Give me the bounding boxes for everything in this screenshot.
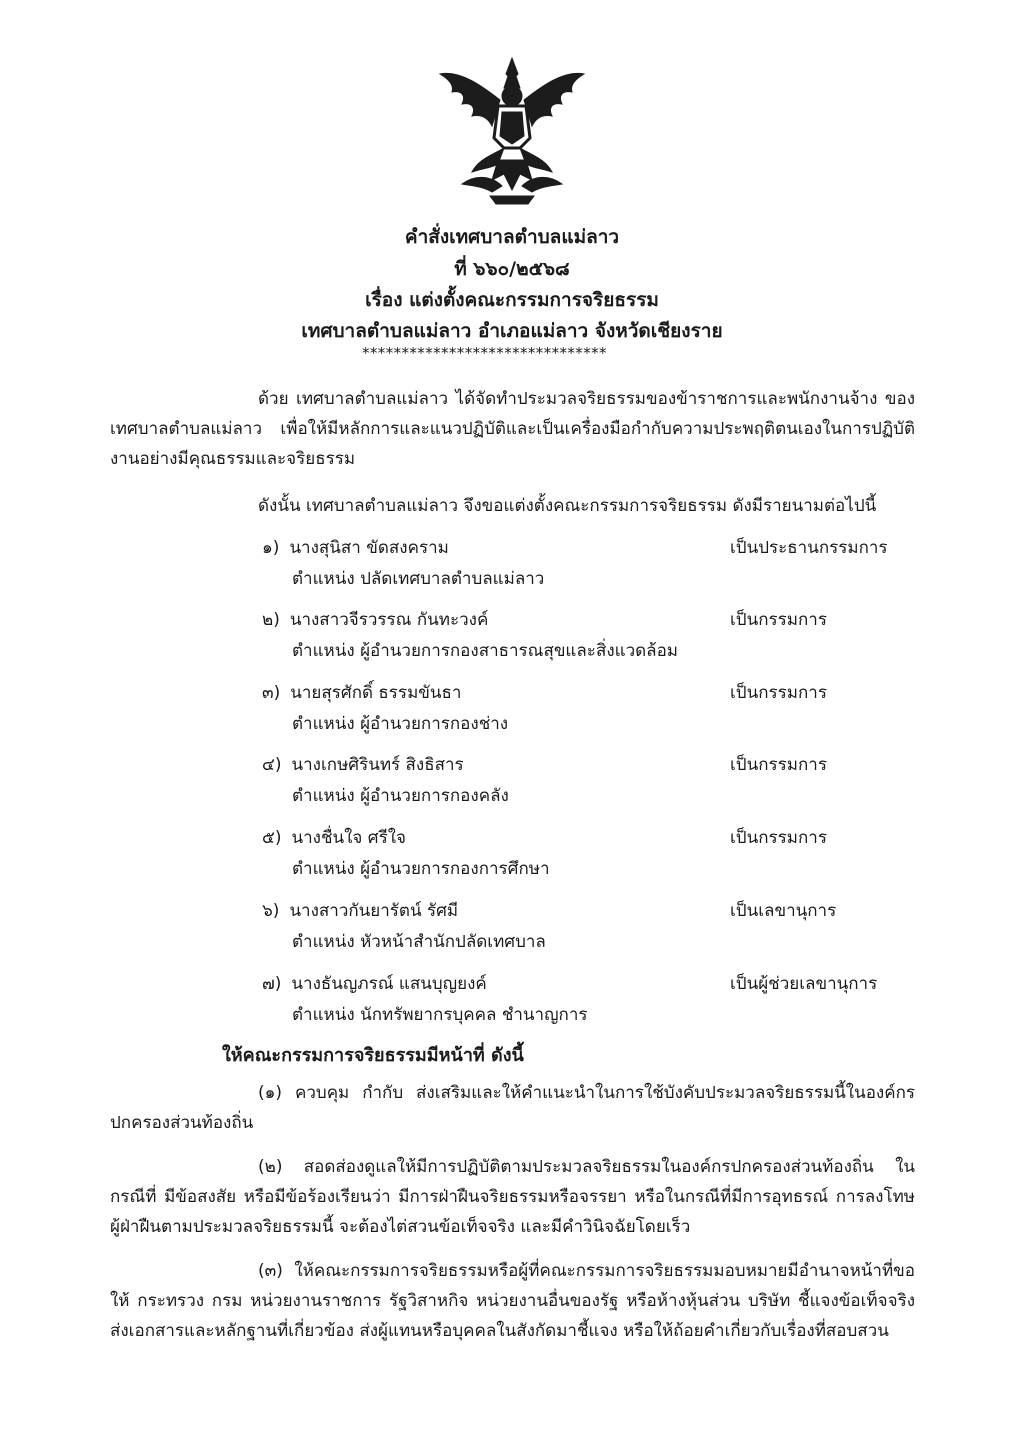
member-role: เป็นกรรมการ <box>730 755 827 775</box>
intro-lead: ด้วย เทศบาลตำบลแม่ลาว ได้จัดทำประมวลจริยธรรมของข้าราชการและพนักงานจ้าง <box>258 389 878 409</box>
member-name: นางสุนิสา ขัดสงคราม <box>289 538 449 558</box>
member-position: ตำแหน่ง ผู้อำนวยการกองสาธารณสุขและสิ่งแวดล้อม <box>292 641 678 661</box>
duty-rest: กระทรวง กรม หน่วยงานราชการ รัฐวิสาหกิจ หน่วยงานอื่นของรัฐ หรือห้างหุ้นส่วน บริษัท ชี้แจงข้อเท็จจริง ส่งเอกสารและหลักฐานที่เกี่ยวข้อง ส่งผู้แทนหรือบุคคลในสังกัดมาชี้แจง หรือให้ถ้อยคำเกี่ยวกับเรื่องที่สอบสวน <box>110 1291 915 1341</box>
member-position: ตำแหน่ง ผู้อำนวยการกองการศึกษา <box>292 859 550 879</box>
document-title: คำสั่งเทศบาลตำบลแม่ลาว <box>404 226 620 248</box>
member-name: นางเกษศิรินทร์ สิงธิสาร <box>291 755 464 775</box>
duty-lead: (๑) ควบคุม กำกับ ส่งเสริมและให้คำแนะนำในการใช้บังคับประมวลจริยธรรมนี้ในองค์กร <box>258 1083 915 1103</box>
duties-heading: ให้คณะกรรมการจริยธรรมมีหน้าที่ ดังนี้ <box>222 1045 524 1066</box>
duty-rest: ปกครองส่วนท้องถิ่น <box>110 1113 254 1133</box>
garuda-emblem-icon <box>432 56 592 206</box>
member-role: เป็นกรรมการ <box>730 610 827 630</box>
separator-line: ******************************* <box>362 344 607 362</box>
member-position: ตำแหน่ง นักทรัพยากรบุคคล ชำนาญการ <box>292 1005 588 1025</box>
appointment-statement: ดังนั้น เทศบาลตำบลแม่ลาว จึงขอแต่งตั้งคณะกรรมการจริยธรรม ดังมีรายนามต่อไปนี้ <box>258 496 877 516</box>
issuing-organization: เทศบาลตำบลแม่ลาว อำเภอแม่ลาว จังหวัดเชียงราย <box>301 320 723 342</box>
member-name: นางสาวจีรวรรณ กันทะวงค์ <box>289 610 489 630</box>
member-name: นางสาวกันยารัตน์ รัศมี <box>289 901 459 921</box>
member-role: เป็นกรรมการ <box>730 683 827 703</box>
member-number: ๗) <box>262 974 282 994</box>
member-role: เป็นผู้ช่วยเลขานุการ <box>730 974 878 994</box>
member-name: นายสุรศักดิ์ ธรรมขันธา <box>290 683 462 703</box>
duty-item <box>110 1078 915 1138</box>
intro-paragraph <box>110 384 915 474</box>
member-role: เป็นกรรมการ <box>730 828 827 848</box>
member-position: ตำแหน่ง หัวหน้าสำนักปลัดเทศบาล <box>292 932 546 952</box>
member-role: เป็นเลขานุการ <box>730 901 837 921</box>
member-number: ๑) <box>262 538 280 558</box>
duty-lead: (๓) ให้คณะกรรมการจริยธรรมหรือผู้ที่คณะกรรมการจริยธรรมมอบหมายมีอำนาจหน้าที่ขอให้ <box>110 1261 915 1311</box>
duty-lead: (๒) สอดส่องดูแลให้มีการปฏิบัติตามประมวลจริยธรรมในองค์กรปกครองส่วนท้องถิ่น ในกรณีที่ <box>110 1157 915 1207</box>
intro-rest: ของเทศบาลตำบลแม่ลาว เพื่อให้มีหลักการและแนวปฏิบัติและเป็นเครื่องมือกำกับความประพฤติตนเองในการปฏิบัติงานอย่างมีคุณธรรมและจริยธรรม <box>110 389 915 469</box>
document-number: ที่ ๖๖๐/๒๕๖๘ <box>454 258 570 280</box>
duty-item <box>110 1256 915 1346</box>
member-position: ตำแหน่ง ปลัดเทศบาลตำบลแม่ลาว <box>292 569 545 589</box>
member-name: นางธันญภรณ์ แสนบุญยงค์ <box>291 974 487 994</box>
member-number: ๒) <box>262 610 280 630</box>
member-number: ๔) <box>262 755 282 775</box>
member-name: นางชื่นใจ ศรีใจ <box>291 828 406 848</box>
duty-rest: มีข้อสงสัย หรือมีข้อร้องเรียนว่า มีการฝ่าฝืนจริยธรรมหรือจรรยา หรือในกรณีที่มีการอุทธรณ์ การลงโทษ ผู้ฝ่าฝืนตามประมวลจริยธรรมนี้ จะต้องไต่สวนข้อเท็จจริง และมีคำวินิจฉัยโดยเร็ว <box>110 1187 916 1237</box>
member-number: ๕) <box>262 828 282 848</box>
member-role: เป็นประธานกรรมการ <box>730 538 888 558</box>
member-number: ๓) <box>262 683 281 703</box>
member-number: ๖) <box>262 901 280 921</box>
duty-item <box>110 1152 915 1242</box>
member-position: ตำแหน่ง ผู้อำนวยการกองคลัง <box>292 786 509 806</box>
document-subject: เรื่อง แต่งตั้งคณะกรรมการจริยธรรม <box>365 289 659 311</box>
member-position: ตำแหน่ง ผู้อำนวยการกองช่าง <box>292 714 509 734</box>
